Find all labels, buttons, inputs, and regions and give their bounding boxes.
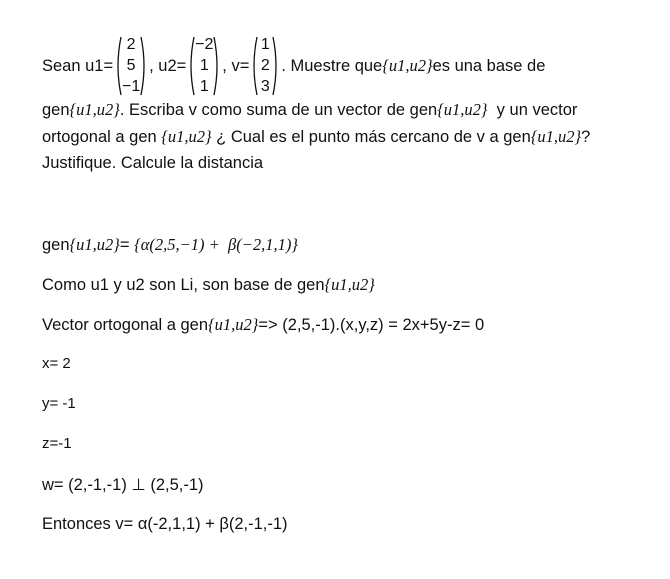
vector-v — [250, 35, 280, 97]
solution-line-conclusion: Entonces v= α(-2,1,1) + β(2,-1,-1) — [42, 515, 288, 533]
vector-v-entry: 3 — [260, 78, 270, 95]
vector-u1-entry: −1 — [121, 78, 141, 95]
vector-v-entry: 2 — [260, 57, 270, 74]
vector-v-entry: 1 — [260, 36, 270, 53]
problem-text: ¿ Cual es el punto más cercano de v a gen — [211, 128, 531, 146]
set-notation: {u1,u2} — [69, 235, 120, 254]
solution-text: gen — [42, 236, 70, 254]
solution-text: => (2,5,-1).(x,y,z) = 2x+5y-z= 0 — [258, 316, 485, 334]
problem-text: . Escriba v como suma de un vector de gen — [119, 101, 438, 119]
set-notation: {u1,u2} — [530, 127, 582, 146]
solution-line-x: x= 2 — [42, 355, 71, 372]
problem-text: y un vector — [487, 101, 578, 119]
set-notation: {u1,u2} — [69, 100, 120, 119]
solution-line-y: y= -1 — [42, 395, 76, 412]
solution-text: Como u1 y u2 son Li, son base de gen — [42, 276, 325, 294]
problem-text: ortogonal a gen — [42, 128, 162, 146]
vector-u2-entry: 1 — [199, 57, 209, 74]
vector-u1-entry: 5 — [126, 57, 136, 74]
problem-line-3 — [42, 127, 590, 147]
set-notation: {u1,u2} — [208, 315, 259, 334]
solution-text: = — [119, 236, 135, 254]
vector-u1 — [114, 35, 148, 97]
span-expression: {α(2,5,−1) + β(−2,1,1)} — [134, 235, 298, 254]
vector-u1-entry: 2 — [126, 36, 136, 53]
vector-u2 — [187, 35, 221, 97]
problem-line-2 — [42, 100, 577, 120]
solution-line-2 — [42, 275, 375, 295]
set-notation: {u1,u2} — [161, 127, 212, 146]
set-notation: {u1,u2} — [437, 100, 488, 119]
set-notation: {u1,u2} — [324, 275, 375, 294]
problem-text: , v= — [222, 56, 250, 75]
problem-line-1 — [42, 35, 545, 97]
solution-line-w: w= (2,-1,-1) ⊥ (2,5,-1) — [42, 476, 204, 494]
solution-text: Vector ortogonal a gen — [42, 316, 209, 334]
problem-text: gen — [42, 101, 70, 119]
problem-text: . Muestre que — [281, 56, 383, 75]
solution-line-z: z=-1 — [42, 435, 72, 452]
problem-line-4: Justifique. Calcule la distancia — [42, 154, 264, 172]
solution-line-3 — [42, 315, 484, 335]
problem-text: es una base de — [432, 56, 546, 75]
vector-u2-entry: 1 — [199, 78, 209, 95]
problem-text: Sean u1= — [42, 56, 114, 75]
solution-line-1 — [42, 235, 298, 255]
problem-text: , u2= — [149, 56, 187, 75]
set-notation: {u1,u2} — [382, 56, 433, 75]
problem-text: ? — [581, 128, 591, 146]
vector-u2-entry: −2 — [195, 36, 214, 53]
